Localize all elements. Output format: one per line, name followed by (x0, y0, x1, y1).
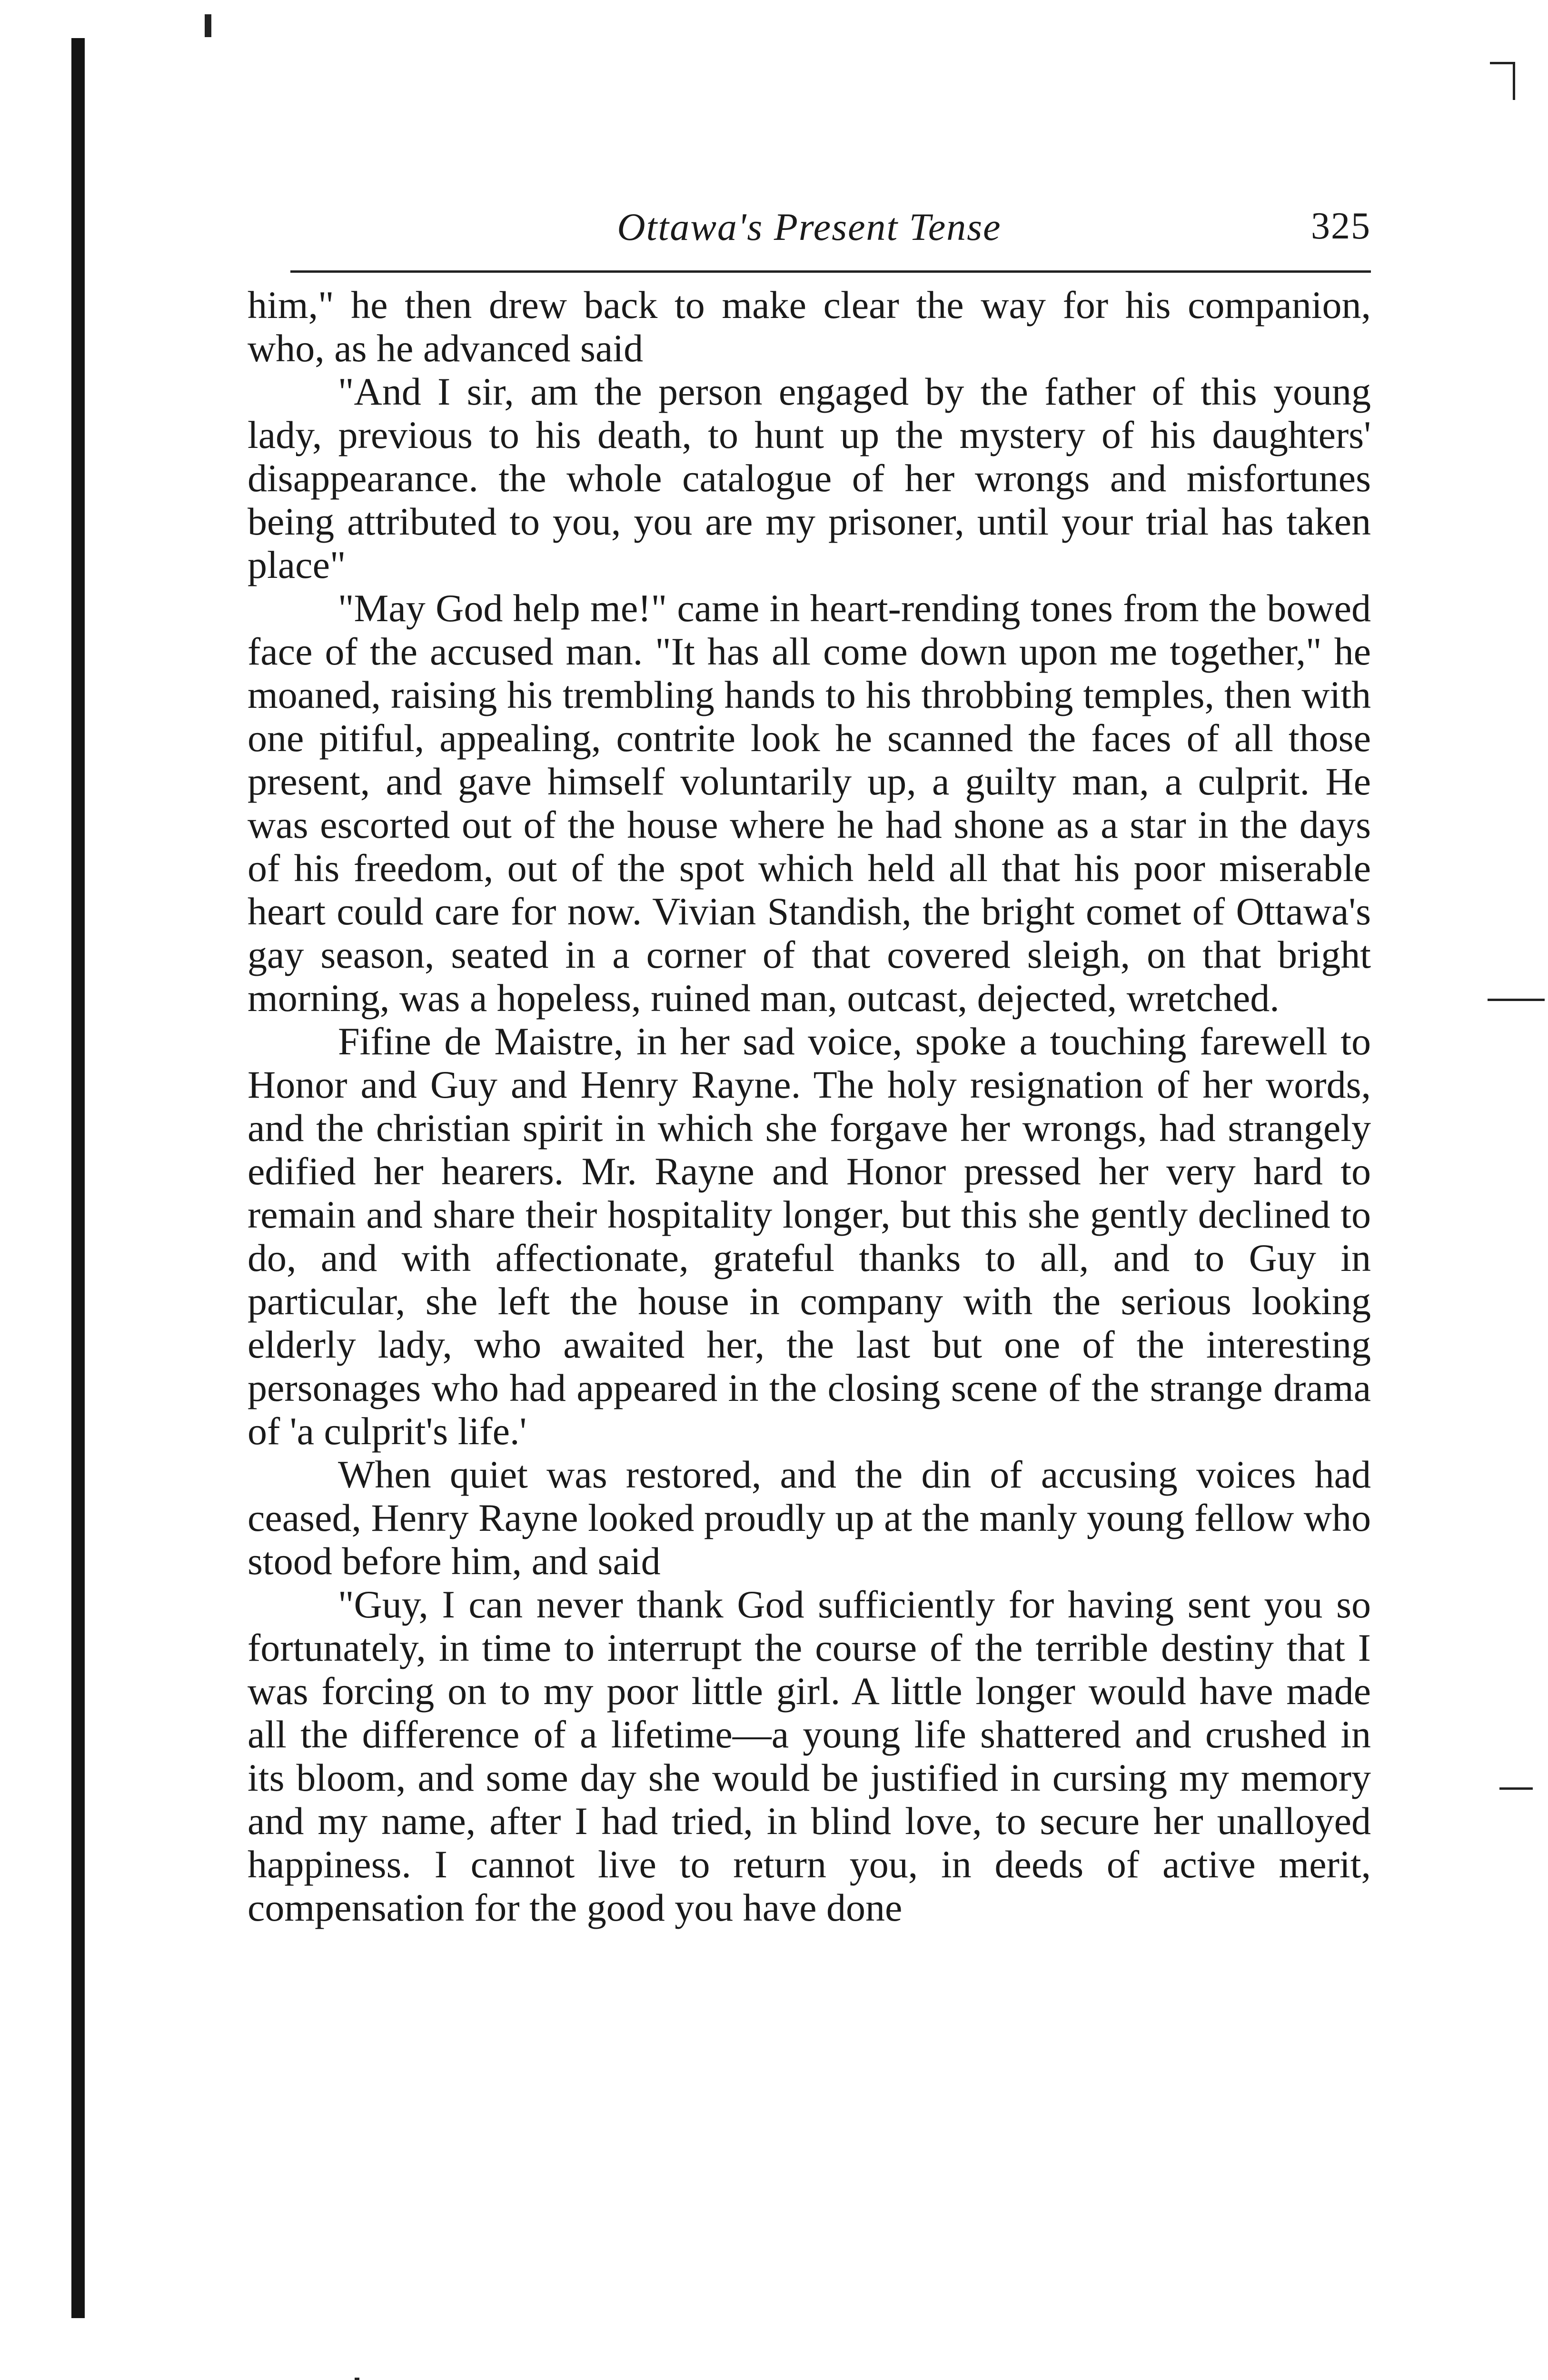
paragraph: "May God help me!" came in heart-rending tones from the bowed face of the accused man. "It has all come down upon me together," he moaned, raising his trembling hands to his throbbing temples, then with one pitiful, appealing, contrite look he scanned the faces of all those present, and gave himself voluntarily up, a guilty man, a culprit. He was escorted out of the house where he had shone as a star in the days of his freedom, out of the spot which held all that his poor miserable heart could care for now. Vivian Standish, the bright comet of Ottawa's gay season, seated in a corner of that covered sleigh, on that bright morning, was a hopeless, ruined man, outcast, dejected, wretched. (248, 586, 1371, 1020)
corner-mark-top-right (1490, 62, 1514, 64)
header-rule (290, 270, 1371, 273)
scan-mark-top (205, 14, 211, 37)
paragraph: "Guy, I can never thank God sufficiently for having sent you so fortunately, in time to interrupt the course of the terrible destiny that I was forcing on to my poor little girl. A little longer would have made all the difference of a lifetime—a young life shattered and crushed in its bloom, and some day she would be justified in cursing my memory and my name, after I had tried, in blind love, to secure her unalloyed happiness. I cannot live to return you, in deeds of active merit, compensation for the good you have done (248, 1583, 1371, 1929)
margin-mark-right-1 (1488, 999, 1545, 1001)
margin-mark-right-2 (1499, 1787, 1533, 1790)
running-title: Ottawa's Present Tense (617, 205, 1002, 248)
page-number: 325 (1311, 205, 1371, 247)
paragraph: When quiet was restored, and the din of accusing voices had ceased, Henry Rayne looked proudly up at the manly young fellow who stood before him, and said (248, 1453, 1371, 1583)
binding-shadow (71, 38, 85, 2318)
scan-mark-bottom (355, 2378, 359, 2380)
paragraph: him," he then drew back to make clear the way for his companion, who, as he advanced said (248, 283, 1371, 370)
paragraph: "And I sir, am the person engaged by the father of this young lady, previous to his death, to hunt up the mystery of his daughters' disappearance. the whole catalogue of her wrongs and misfortunes being attributed to you, you are my prisoner, until your trial has taken place" (248, 370, 1371, 586)
paragraph: Fifine de Maistre, in her sad voice, spoke a touching farewell to Honor and Guy and Henry Rayne. The holy resignation of her words, and the christian spirit in which she forgave her wrongs, had strangely edified her hearers. Mr. Rayne and Honor pressed her very hard to remain and share their hospitality longer, but this she gently declined to do, and with affectionate, grateful thanks to all, and to Guy in particular, she left the house in company with the serious looking elderly lady, who awaited her, the last but one of the interesting personages who had appeared in the closing scene of the strange drama of 'a culprit's life.' (248, 1020, 1371, 1453)
body-text (248, 283, 1371, 1929)
corner-mark-top-right-vertical (1513, 62, 1515, 100)
book-page (248, 190, 1371, 1929)
running-header (248, 190, 1371, 262)
